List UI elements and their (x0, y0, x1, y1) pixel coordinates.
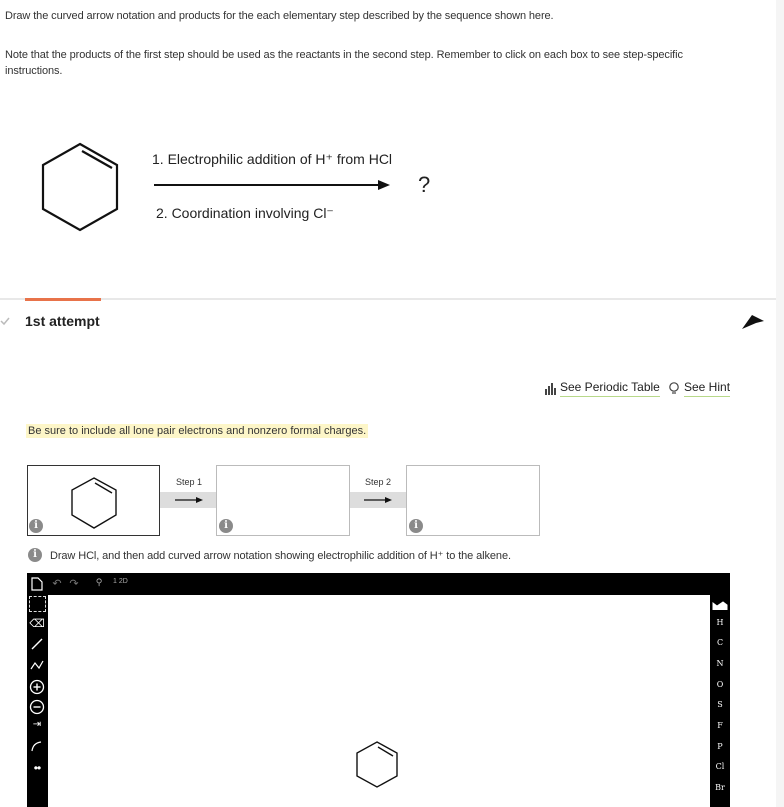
template-2d-button[interactable]: 1 2D (113, 578, 128, 585)
step1-arrow-icon (175, 495, 203, 505)
scheme-step1-label: 1. Electrophilic addition of H⁺ from HCl (152, 151, 393, 167)
info-icon[interactable]: i (409, 519, 423, 533)
question-note-line1: Note that the products of the first step should be used as the reactants in the second step. Remember to click on each box to see step-specific (5, 49, 683, 61)
step2-arrow-icon (364, 495, 392, 505)
new-document-icon[interactable] (31, 577, 43, 591)
info-icon[interactable]: i (219, 519, 233, 533)
single-bond-tool[interactable] (31, 638, 43, 650)
element-br-button[interactable]: Br (715, 783, 725, 792)
negative-charge-icon[interactable] (29, 699, 45, 715)
redo-icon[interactable]: ↷ (69, 578, 79, 590)
hint-link[interactable] (668, 380, 730, 397)
page-scrollbar[interactable] (776, 0, 784, 807)
question-note-line2: instructions. (5, 65, 63, 77)
scheme-step2-label: 2. Coordination involving Cl⁻ (156, 205, 334, 221)
cyclohexene-structure (38, 140, 122, 234)
curved-arrow-tool[interactable] (31, 740, 43, 752)
element-p-button[interactable]: P (717, 742, 723, 751)
eraser-icon[interactable]: ⌫ (29, 618, 45, 630)
instruction-info-icon: i (28, 548, 42, 562)
question-prompt: Draw the curved arrow notation and products for the each elementary step described by the sequence shown here. (5, 10, 554, 22)
periodic-table-link[interactable] (545, 380, 660, 397)
attempt-tab-accent (25, 298, 101, 301)
zoom-icon[interactable]: ⚲ (95, 577, 103, 587)
step-instruction: Draw HCl, and then add curved arrow notation showing electrophilic addition of H⁺ to the alkene. (50, 550, 511, 562)
cyclohexene-thumbnail (28, 466, 159, 535)
element-s-button[interactable]: S (717, 700, 723, 709)
element-c-button[interactable]: C (716, 638, 724, 647)
question-note (5, 49, 765, 81)
canvas-cyclohexene[interactable] (353, 739, 401, 789)
reactant-box[interactable] (27, 465, 160, 536)
info-icon[interactable]: i (29, 519, 43, 533)
chain-tool[interactable] (30, 659, 44, 671)
drawing-canvas[interactable] (48, 595, 710, 807)
section-divider (0, 298, 776, 300)
periodic-table-link-label[interactable]: See Periodic Table (560, 380, 660, 397)
hint-link-label[interactable]: See Hint (684, 380, 730, 397)
selection-tool[interactable] (29, 596, 46, 612)
unknown-product: ? (418, 172, 431, 197)
element-cl-button[interactable]: Cl (715, 762, 725, 771)
lightbulb-icon (668, 382, 680, 395)
element-h-button[interactable]: H (716, 618, 724, 627)
product-box[interactable] (406, 465, 540, 536)
reaction-arrow (154, 178, 390, 192)
check-icon (0, 316, 10, 326)
element-f-button[interactable]: F (717, 721, 723, 730)
positive-charge-icon[interactable] (29, 679, 45, 695)
attempt-label[interactable]: 1st attempt (25, 313, 100, 329)
step1-label: Step 1 (176, 477, 203, 487)
undo-icon[interactable]: ↶ (52, 578, 62, 590)
collapse-arrow-icon[interactable] (740, 313, 766, 331)
lone-pair-tool[interactable]: •• (33, 761, 41, 775)
element-n-button[interactable]: N (716, 659, 724, 668)
bar-chart-icon (545, 383, 558, 395)
step2-label: Step 2 (365, 477, 392, 487)
reminder-banner: Be sure to include all lone pair electrons and nonzero formal charges. (28, 425, 367, 437)
electron-arrow-tool[interactable]: ⇥ (32, 719, 42, 730)
ring-template-icon[interactable] (712, 598, 728, 608)
element-o-button[interactable]: O (716, 680, 724, 689)
intermediate-box[interactable] (216, 465, 350, 536)
